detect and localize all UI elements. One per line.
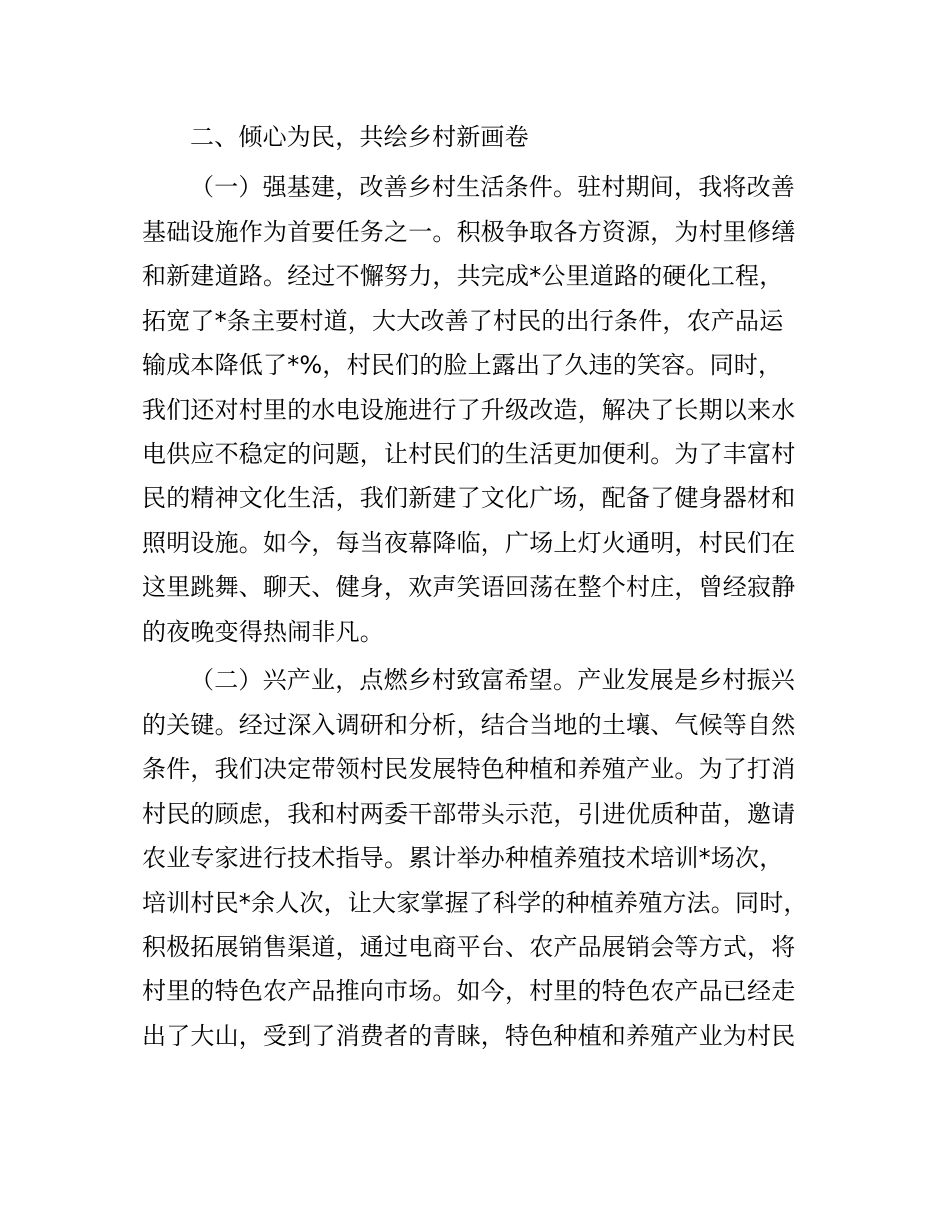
paragraph-1-line-2: 基础设施作为首要任务之一。积极争取各方资源，为村里修缮	[142, 218, 796, 246]
paragraph-2-line-5: 农业专家进行技术指导。累计举办种植养殖技术培训*场次，	[142, 844, 784, 872]
paragraph-1-line-6: 我们还对村里的水电设施进行了升级改造，解决了长期以来水	[142, 396, 796, 424]
paragraph-1-line-3: 和新建道路。经过不懈努力，共完成*公里道路的硬化工程，	[142, 262, 784, 290]
paragraph-2-line-1: （二）兴产业，点燃乡村致富希望。产业发展是乡村振兴	[190, 666, 795, 694]
paragraph-2-line-3: 条件，我们决定带领村民发展特色种植和养殖产业。为了打消	[142, 755, 796, 783]
paragraph-1-line-1: （一）强基建，改善乡村生活条件。驻村期间，我将改善	[190, 173, 795, 201]
paragraph-1-line-4: 拓宽了*条主要村道，大大改善了村民的出行条件，农产品运	[142, 307, 784, 335]
paragraph-2-line-6: 培训村民*余人次，让大家掌握了科学的种植养殖方法。同时，	[142, 889, 808, 917]
section-heading: 二、倾心为民，共绘乡村新画卷	[190, 123, 529, 151]
paragraph-2-line-8: 村里的特色农产品推向市场。如今，村里的特色农产品已经走	[142, 977, 796, 1005]
paragraph-1-line-9: 照明设施。如今，每当夜幕降临，广场上灯火通明，村民们在	[142, 529, 796, 557]
paragraph-1-line-8: 民的精神文化生活，我们新建了文化广场，配备了健身器材和	[142, 484, 796, 512]
paragraph-2-line-9: 出了大山，受到了消费者的青睐，特色种植和养殖产业为村民	[142, 1022, 796, 1050]
paragraph-1-line-10: 这里跳舞、聊天、健身，欢声笑语回荡在整个村庄，曾经寂静	[142, 573, 796, 601]
paragraph-2-line-2: 的关键。经过深入调研和分析，结合当地的土壤、气候等自然	[142, 711, 796, 739]
paragraph-2-line-4: 村民的顾虑，我和村两委干部带头示范，引进优质种苗，邀请	[142, 800, 796, 828]
paragraph-1-line-7: 电供应不稳定的问题，让村民们的生活更加便利。为了丰富村	[142, 440, 796, 468]
paragraph-1-line-11: 的夜晚变得热闹非凡。	[142, 618, 384, 646]
paragraph-2-line-7: 积极拓展销售渠道，通过电商平台、农产品展销会等方式，将	[142, 933, 796, 961]
paragraph-1-line-5: 输成本降低了*%，村民们的脸上露出了久违的笑容。同时，	[142, 351, 783, 379]
